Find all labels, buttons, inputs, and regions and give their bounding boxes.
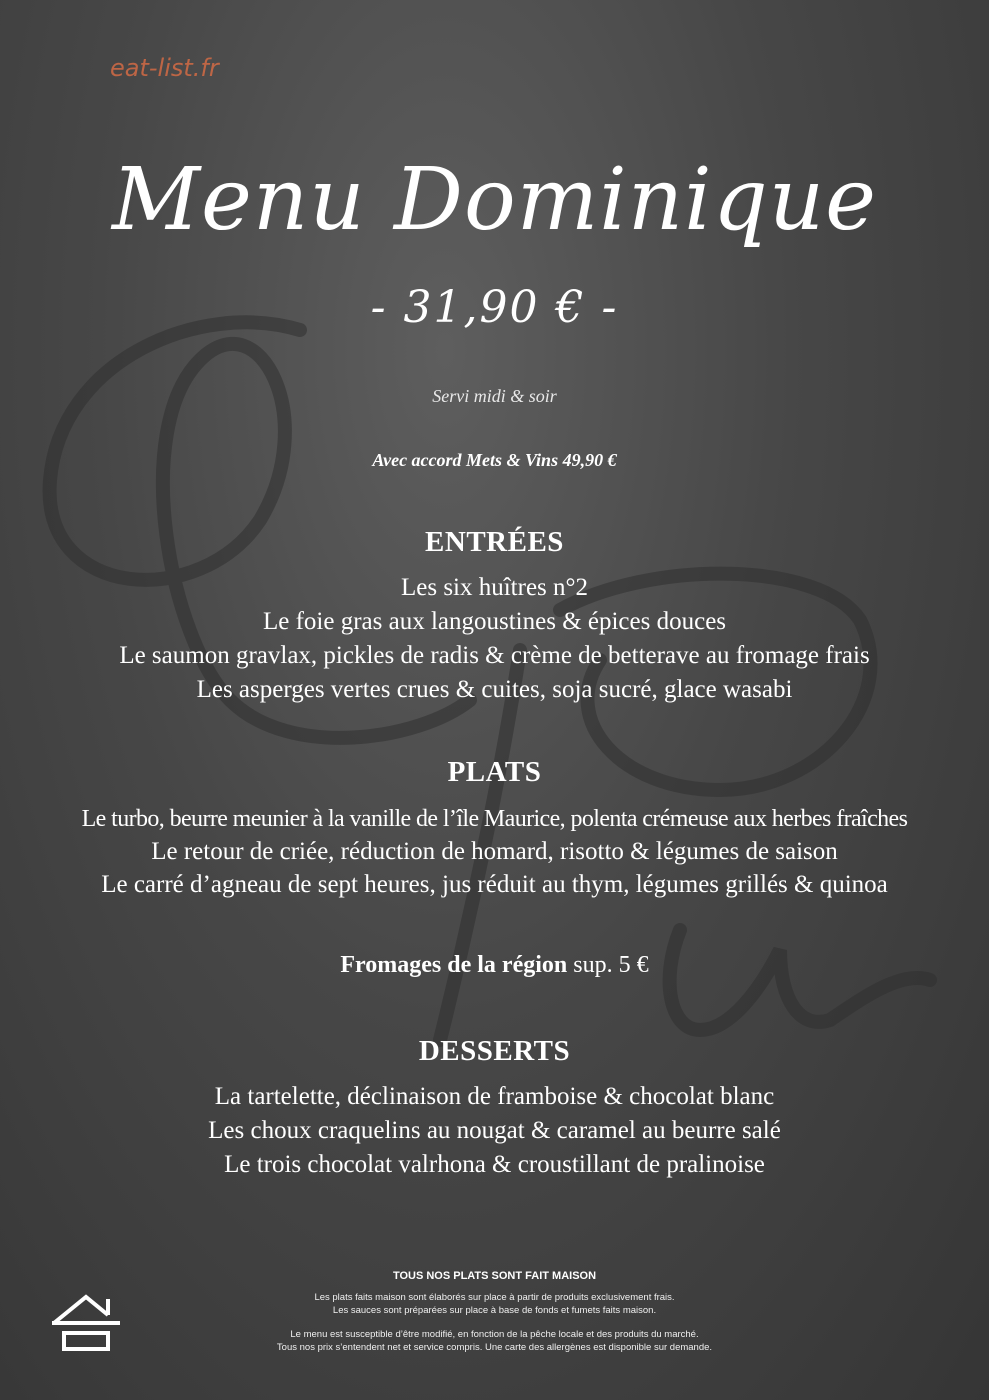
footer-line: Tous nos prix s’entendent net et service compris. Une carte des allergènes est disponible sur demande. [276,1342,713,1353]
watermark-text: eat-list.fr [110,54,219,82]
cheese-price: sup. 5 € [573,952,649,978]
section-title-plats: PLATS [447,756,542,788]
dessert-item: Les choux craquelins au nougat & caramel au beurre salé [208,1117,781,1144]
entree-item: Le saumon gravlax, pickles de radis & crème de betterave au fromage frais [119,642,870,669]
footer-title: TOUS NOS PLATS SONT FAIT MAISON [392,1270,597,1282]
entree-item: Les six huîtres n°2 [400,574,589,601]
cheese-supplement [0,952,989,979]
section-title-desserts: DESSERTS [418,1035,571,1067]
wine-pairing-note: Avec accord Mets & Vins 49,90 € [372,450,617,470]
menu-price: - 31,90 € - [370,282,619,333]
served-note: Servi midi & soir [432,386,557,406]
cheese-label: Fromages de la région [340,952,568,978]
dessert-item: La tartelette, déclinaison de framboise & chocolat blanc [214,1083,775,1110]
entree-item: Les asperges vertes crues & cuites, soja sucré, glace wasabi [196,676,793,703]
section-title-entrees: ENTRÉES [425,526,564,558]
dessert-item: Le trois chocolat valrhona & croustillant de pralinoise [224,1151,765,1178]
plat-item: Le carré d’agneau de sept heures, jus réduit au thym, légumes grillés & quinoa [101,871,888,898]
footer-line: Les plats faits maison sont élaborés sur place à partir de produits exclusivement frais. [314,1292,675,1303]
entree-item: Le foie gras aux langoustines & épices douces [262,608,727,635]
footer-line: Le menu est susceptible d’être modifié, en fonction de la pêche locale et des produits du marché. [290,1329,699,1340]
footer-line: Les sauces sont préparées sur place à base de fonds et fumets faits maison. [332,1305,657,1316]
plat-item: Le turbo, beurre meunier à la vanille de l’île Maurice, polenta crémeuse aux herbes fraîches [81,806,908,832]
menu-title: Menu Dominique [111,150,878,250]
plat-item: Le retour de criée, réduction de homard, risotto & légumes de saison [151,838,838,865]
